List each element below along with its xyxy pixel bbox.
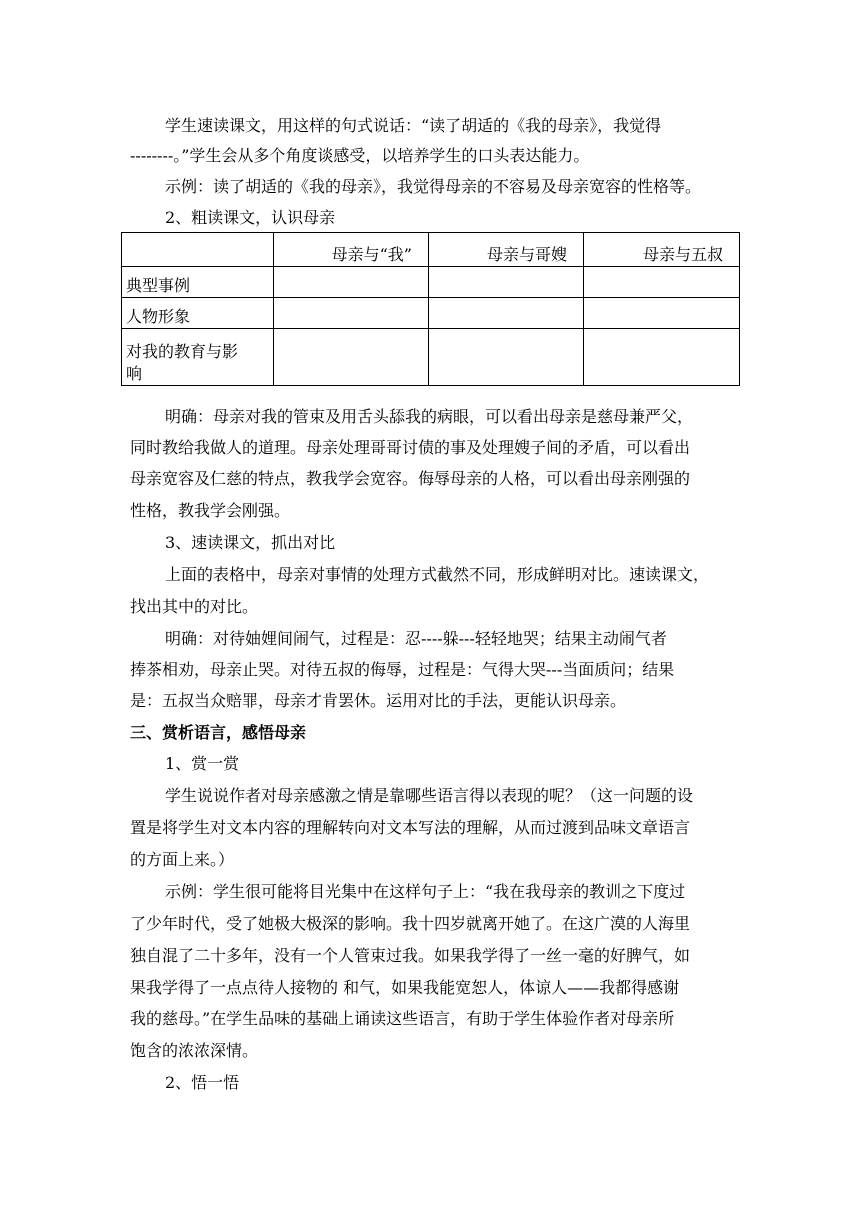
clarify-line: 明确：对待妯娌间闹气，过程是：忍----躲---轻轻地哭；结果主动闹气者 bbox=[165, 629, 667, 648]
table-cell bbox=[274, 329, 429, 386]
table-row bbox=[122, 298, 740, 329]
paragraph-line: --------。”学生会从多个角度谈感受，以培养学生的口头表达能力。 bbox=[130, 146, 590, 165]
table-row-label: 人物形象 bbox=[122, 298, 274, 329]
example-line: 了少年时代，受了她极大极深的影响。我十四岁就离开她了。在这广漠的人海里 bbox=[130, 914, 691, 933]
table-cell bbox=[429, 329, 584, 386]
table-cell bbox=[274, 267, 429, 298]
paragraph-line: 学生说说作者对母亲感激之情是靠哪些语言得以表现的呢？（这一问题的设 bbox=[165, 786, 694, 805]
table-row-label-line: 响 bbox=[126, 364, 143, 383]
table-header-row bbox=[122, 233, 740, 267]
table-cell bbox=[274, 298, 429, 329]
table-row bbox=[122, 329, 740, 386]
example-line: 果我学得了一点点待人接物的 和气，如果我能宽恕人，体谅人——我都得感谢 bbox=[130, 978, 680, 997]
clarify-line: 捧茶相劝，母亲止哭。对待五叔的侮辱，过程是：气得大哭---当面质问；结果 bbox=[130, 660, 675, 679]
paragraph-line: 学生速读课文，用这样的句式说话：“读了胡适的《我的母亲》，我觉得 bbox=[165, 116, 662, 135]
section-heading: 三、赏析语言，感悟母亲 bbox=[130, 723, 307, 742]
table-header-cell: 母亲与“我” bbox=[274, 233, 429, 267]
example-line: 独自混了二十多年，没有一个人管束过我。如果我学得了一丝一毫的好脾气，如 bbox=[130, 946, 691, 965]
mother-table bbox=[121, 232, 740, 386]
subheading: 1、赏一赏 bbox=[165, 754, 240, 773]
clarify-line: 是：五叔当众赔罪，母亲才肯罢休。运用对比的手法，更能认识母亲。 bbox=[130, 691, 627, 710]
table-cell bbox=[584, 267, 740, 298]
clarify-line: 明确：母亲对我的管束及用舌头舔我的病眼，可以看出母亲是慈母兼严父， bbox=[165, 407, 694, 426]
table-cell bbox=[584, 329, 740, 386]
subheading: 2、悟一悟 bbox=[165, 1073, 240, 1092]
example-line: 示例：读了胡适的《我的母亲》，我觉得母亲的不容易及母亲宽容的性格等。 bbox=[165, 177, 702, 196]
paragraph-line: 找出其中的对比。 bbox=[130, 597, 259, 616]
subheading-2: 2、粗读课文，认识母亲 bbox=[165, 208, 336, 227]
table-row bbox=[122, 267, 740, 298]
table-header-cell: 母亲与五叔 bbox=[584, 233, 740, 267]
subheading-3: 3、速读课文，抓出对比 bbox=[165, 533, 336, 552]
example-line: 我的慈母。”在学生品味的基础上诵读这些语言，有助于学生体验作者对母亲所 bbox=[130, 1009, 675, 1028]
table-header-cell: 母亲与哥嫂 bbox=[429, 233, 584, 267]
example-line: 饱含的浓浓深情。 bbox=[130, 1041, 259, 1060]
paragraph-line: 置是将学生对文本内容的理解转向对文本写法的理解，从而过渡到品味文章语言 bbox=[130, 818, 691, 837]
table-row-label-line: 对我的教育与影 bbox=[126, 342, 239, 361]
paragraph-line: 上面的表格中，母亲对事情的处理方式截然不同，形成鲜明对比。速读课文， bbox=[165, 565, 710, 584]
table-cell bbox=[429, 267, 584, 298]
table-row-label: 典型事例 bbox=[122, 267, 274, 298]
table-header-cell bbox=[122, 233, 274, 267]
example-line: 示例：学生很可能将目光集中在这样句子上：“我在我母亲的教训之下度过 bbox=[165, 882, 686, 901]
clarify-line: 性格，教我学会刚强。 bbox=[130, 501, 291, 520]
table-cell bbox=[584, 298, 740, 329]
table-row-label bbox=[122, 329, 274, 386]
clarify-line: 母亲宽容及仁慈的特点，教我学会宽容。侮辱母亲的人格，可以看出母亲刚强的 bbox=[130, 469, 691, 488]
clarify-line: 同时教给我做人的道理。母亲处理哥哥讨债的事及处理嫂子间的矛盾，可以看出 bbox=[130, 438, 691, 457]
paragraph-line: 的方面上来。） bbox=[130, 850, 235, 869]
table-cell bbox=[429, 298, 584, 329]
